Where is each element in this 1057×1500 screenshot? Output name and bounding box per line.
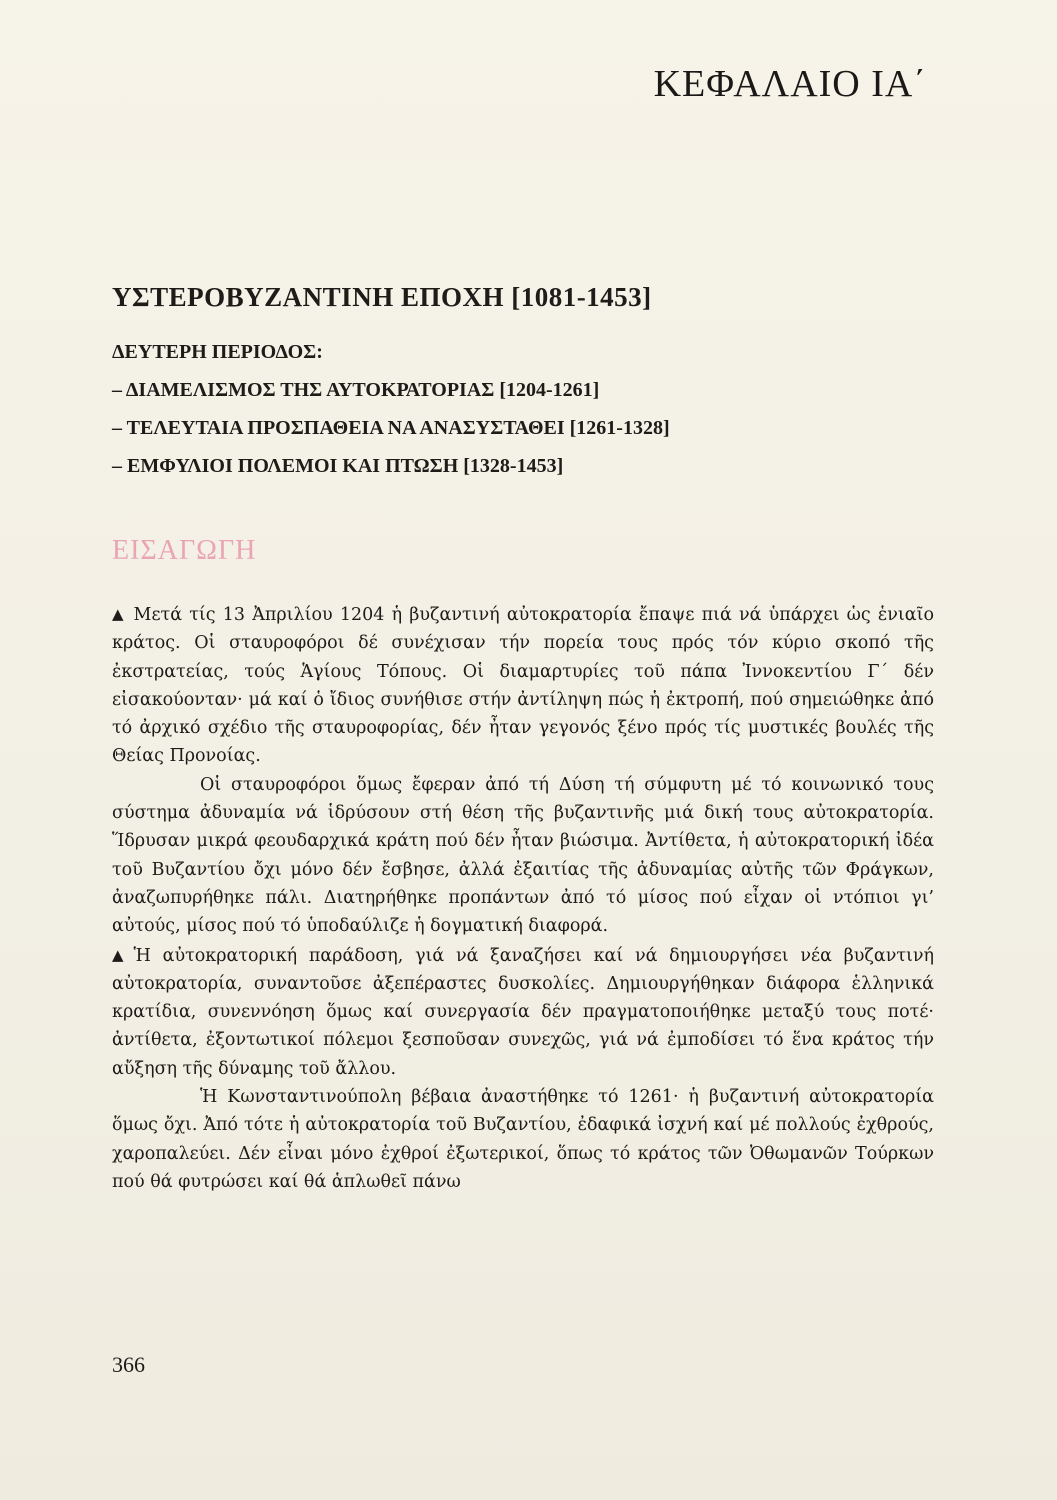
chapter-heading: ΚΕΦΑΛΑΙΟ ΙΑ΄ — [653, 63, 927, 105]
page-number: 366 — [112, 1352, 145, 1377]
body-text — [112, 600, 934, 1196]
subtitle-line: – ΤΕΛΕΥΤΑΙΑ ΠΡΟΣΠΑΘΕΙΑ ΝΑ ΑΝΑΣΥΣΤΑΘΕΙ [1261-1328] — [112, 417, 670, 439]
main-title: ΥΣΤΕΡΟΒΥΖΑΝΤΙΝΗ ΕΠΟΧΗ [1081-1453] — [112, 282, 652, 312]
subtitle-list — [112, 333, 670, 485]
triangle-bullet-icon: ▲ — [112, 605, 124, 623]
paragraph-text: Οἱ σταυροφόροι ὅμως ἔφεραν ἀπό τή Δύση τή σύμφυτη μέ τό κοινωνικό τους σύστημα ἀδυναμία νά ἱδρύσουν στή θέση τῆς βυζαντινῆς μιά δική τους αὐτοκρατορία. Ἵδρυσαν μικρά φεουδαρχικά κράτη πού δέν ἦταν βιώσιμα. Ἀντίθετα, ἡ αὐτοκρατορική ἰδέα τοῦ Βυζαντίου ὄχι μόνο δέν ἔσβησε, ἀλλά ἐξαιτίας τῆς ἀδυναμίας αὐτῆς τῶν Φράγκων, ἀναζωπυρήθηκε πάλι. Διατηρήθηκε προπάντων ἀπό τό μίσος πού εἶχαν οἱ ντόπιοι γι’ αὐτούς, μίσος πού τό ὑποδαύλιζε ἡ δογματική διαφορά. — [112, 774, 934, 937]
paragraph-text: Ἡ αὐτοκρατορική παράδοση, γιά νά ξαναζήσει καί νά δημιουργήσει νέα βυζαντινή αὐτοκρατορία, συναντοῦσε ἀξεπέραστες δυσκολίες. Δημιουργήθηκαν διάφορα ἑλληνικά κρατίδια, συνεννόηση ὅμως καί συνεργασία δέν πραγματοποιήθηκε μεταξύ τους ποτέ· ἀντίθετα, ἐξοντωτικοί πόλεμοι ξεσποῦσαν συνεχῶς, γιά νά ἐμποδίσει τό ἕνα κράτος τήν αὔξηση τῆς δύναμης τοῦ ἄλλου. — [112, 945, 934, 1079]
subtitle-line: – ΔΙΑΜΕΛΙΣΜΟΣ ΤΗΣ ΑΥΤΟΚΡΑΤΟΡΙΑΣ [1204-1261] — [112, 379, 600, 401]
subtitle-period: ΔΕΥΤΕΡΗ ΠΕΡΙΟΔΟΣ: — [112, 341, 323, 363]
paragraph — [112, 771, 934, 941]
paragraph — [112, 941, 934, 1083]
triangle-bullet-icon: ▲ — [112, 945, 124, 964]
section-heading: ΕΙΣΑΓΩΓΗ — [112, 535, 257, 566]
paragraph — [112, 600, 934, 771]
paragraph — [112, 1083, 934, 1196]
paragraph-text: Ἡ Κωνσταντινούπολη βέβαια ἀναστήθηκε τό 1261· ἡ βυζαντινή αὐτοκρατορία ὅμως ὄχι. Ἀπό τότε ἡ αὐτοκρατορία τοῦ Βυζαντίου, ἐδαφικά ἰσχνή καί μέ πολλούς ἐχθρούς, χαροπαλεύει. Δέν εἶναι μόνο ἐχθροί ἐξωτερικοί, ὅπως τό κράτος τῶν Ὀθωμανῶν Τούρκων πού θά φυτρώσει καί θά ἁπλωθεῖ πάνω — [112, 1087, 934, 1192]
paragraph-text: Μετά τίς 13 Ἀπριλίου 1204 ἡ βυζαντινή αὐτοκρατορία ἔπαψε πιά νά ὑπάρχει ὡς ἑνιαῖο κράτος. Οἱ σταυροφόροι δέ συνέχισαν τήν πορεία τους πρός τόν κύριο σκοπό τῆς ἐκστρατείας, τούς Ἁγίους Τόπους. Οἱ διαμαρτυρίες τοῦ πάπα Ἰννοκεντίου Γ΄ δέν εἰσακούονταν· μά καί ὁ ἴδιος συνήθισε στήν ἀντίληψη πώς ἡ ἐκτροπή, πού σημειώθηκε ἀπό τό ἀρχικό σχέδιο τῆς σταυροφορίας, δέν ἦταν γεγονός ξένο πρός τίς μυστικές βουλές τῆς Θείας Προνοίας. — [112, 605, 934, 767]
subtitle-line: – ΕΜΦΥΛΙΟΙ ΠΟΛΕΜΟΙ ΚΑΙ ΠΤΩΣΗ [1328-1453] — [112, 455, 564, 477]
